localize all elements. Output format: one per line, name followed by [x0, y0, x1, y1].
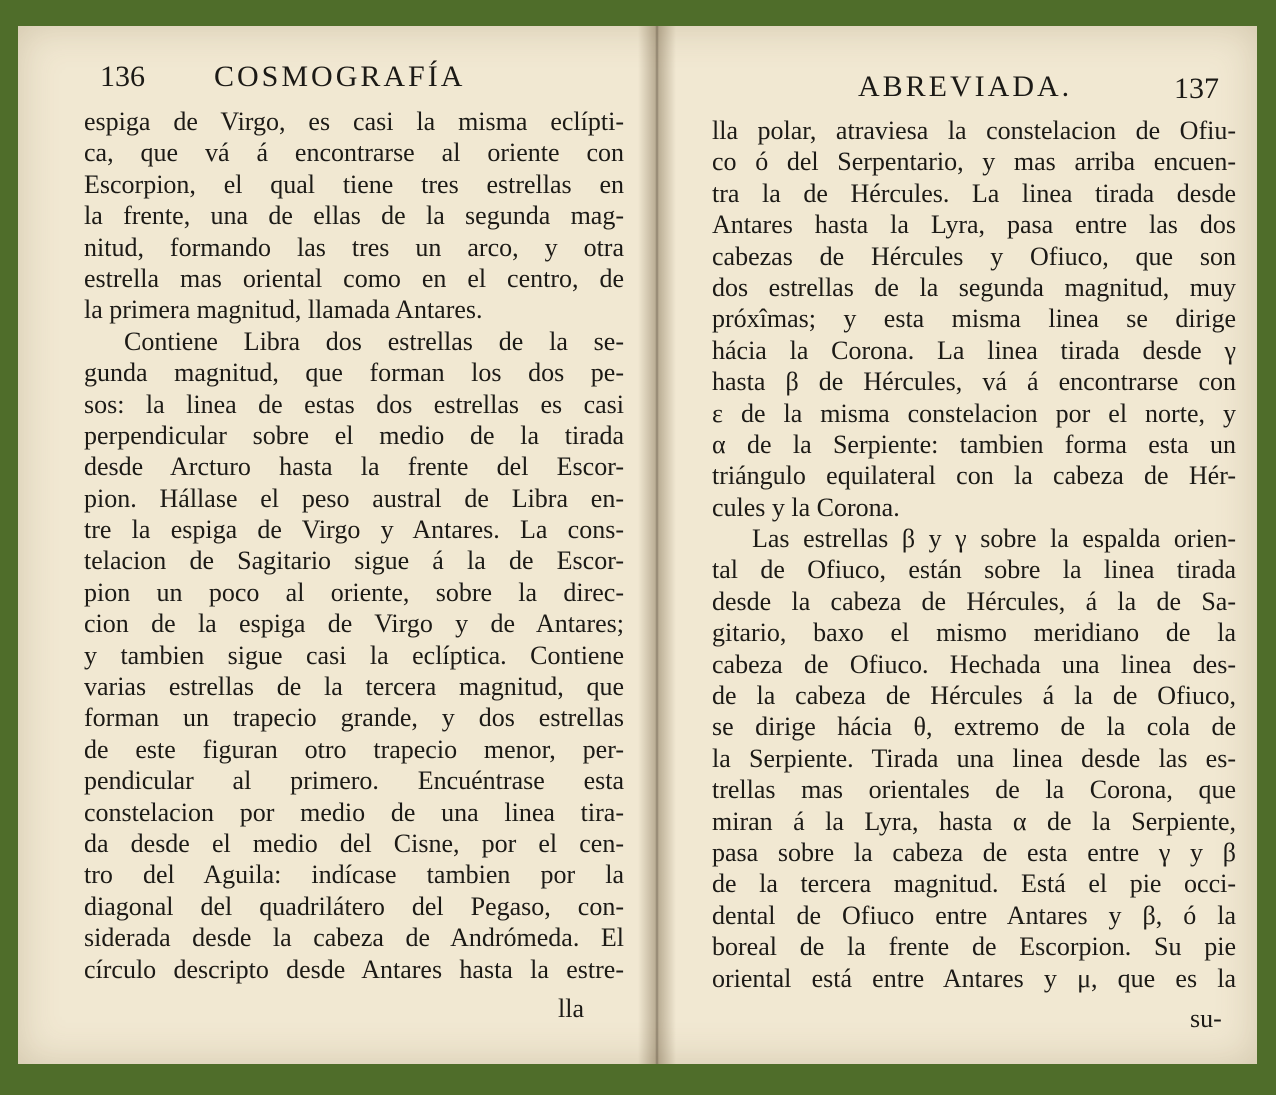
text-line: pasa sobre la cabeza de esta entre γ y β — [712, 837, 1236, 867]
text-line: pion un poco al oriente, sobre la direc- — [84, 577, 624, 607]
text-line: cion de la espiga de Virgo y de Antares; — [84, 609, 624, 639]
text-line: forman un trapecio grande, y dos estrellas — [84, 703, 624, 733]
text-line: triángulo equilateral con la cabeza de Hér- — [712, 461, 1236, 491]
text-line: se dirige hácia θ, extremo de la cola de — [712, 712, 1236, 742]
text-line: ε de la misma constelacion por el norte, y — [712, 398, 1236, 428]
text-line: hácia la Corona. La linea tirada desde γ — [712, 335, 1236, 365]
text-line: dental de Ofiuco entre Antares y β, ó la — [712, 900, 1236, 930]
text-line: cules y la Corona. — [712, 492, 900, 522]
text-line: nitud, formando las tres un arco, y otra — [84, 232, 624, 262]
text-line: de este figuran otro trapecio menor, per- — [84, 734, 624, 764]
text-line: da desde el medio del Cisne, por el cen- — [84, 828, 624, 858]
text-line: y tambien sigue casi la eclíptica. Contiene — [84, 640, 624, 670]
text-line: oriental está entre Antares y μ, que es la — [712, 963, 1236, 993]
text-line: pion. Hállase el peso austral de Libra en- — [84, 483, 624, 513]
text-line: trellas mas orientales de la Corona, que — [712, 775, 1236, 805]
catchword-left: lla — [558, 994, 584, 1023]
text-line: pendicular al primero. Encuéntrase esta — [84, 766, 624, 796]
text-line: cabezas de Hércules y Ofiuco, que son — [712, 241, 1236, 271]
text-line: de la tercera magnitud. Está el pie occi- — [712, 869, 1236, 899]
right-page-text — [712, 115, 1236, 994]
text-line: boreal de la frente de Escorpion. Su pie — [712, 932, 1236, 962]
text-line: tro del Aguila: indícase tambien por la — [84, 860, 624, 890]
text-line: gunda magnitud, que forman los dos pe- — [84, 358, 624, 388]
text-line: próxîmas; y esta misma linea se dirige — [712, 304, 1236, 334]
text-line: Contiene Libra dos estrellas de la se- — [124, 326, 624, 356]
right-page — [668, 26, 1257, 1064]
text-line: perpendicular sobre el medio de la tirada — [84, 420, 624, 450]
text-line: gitario, baxo el mismo meridiano de la — [712, 618, 1236, 648]
text-line: hasta β de Hércules, vá á encontrarse con — [712, 367, 1236, 397]
text-line: la primera magnitud, llamada Antares. — [84, 295, 483, 325]
text-line: α de la Serpiente: tambien forma esta un — [712, 429, 1236, 459]
text-line: tre la espiga de Virgo y Antares. La cons- — [84, 515, 624, 545]
text-line: de la cabeza de Hércules á la de Ofiuco, — [712, 681, 1236, 711]
text-line: desde la cabeza de Hércules, á la de Sa- — [712, 586, 1236, 616]
text-line: estrella mas oriental como en el centro, de — [84, 263, 624, 293]
text-line: desde Arcturo hasta la frente del Escor- — [84, 452, 624, 482]
page-number-left: 136 — [100, 60, 145, 93]
text-line: tal de Ofiuco, están sobre la linea tirada — [712, 555, 1236, 585]
running-head-right: ABREVIADA. — [858, 70, 1073, 103]
text-line: Escorpion, el qual tiene tres estrellas en — [84, 169, 624, 199]
text-line: cabeza de Ofiuco. Hechada una linea des- — [712, 649, 1236, 679]
text-line: telacion de Sagitario sigue á la de Escor- — [84, 546, 624, 576]
text-line: ca, que vá á encontrarse al oriente con — [84, 138, 624, 168]
text-line: miran á la Lyra, hasta α de la Serpiente, — [712, 806, 1236, 836]
text-line: diagonal del quadrilátero del Pegaso, con- — [84, 891, 624, 921]
text-line: espiga de Virgo, es casi la misma eclípti- — [84, 107, 624, 136]
text-line: dos estrellas de la segunda magnitud, muy — [712, 272, 1236, 302]
text-line: la frente, una de ellas de la segunda mag- — [84, 201, 624, 231]
text-line: lla polar, atraviesa la constelacion de Ofiu- — [712, 116, 1236, 145]
book-spread — [18, 26, 1257, 1064]
running-head-left: COSMOGRAFÍA — [214, 60, 466, 93]
text-line: círculo descripto desde Antares hasta la estre- — [84, 954, 624, 984]
text-line: siderada desde la cabeza de Andrómeda. El — [84, 923, 624, 953]
text-line: co ó del Serpentario, y mas arriba encuen- — [712, 147, 1236, 177]
text-line: Las estrellas β y γ sobre la espalda orien- — [752, 524, 1236, 554]
left-page-text — [84, 106, 624, 985]
text-line: constelacion por medio de una linea tira- — [84, 797, 624, 827]
text-line: Antares hasta la Lyra, pasa entre las dos — [712, 210, 1236, 240]
left-page — [18, 26, 648, 1064]
catchword-right: su- — [1190, 1004, 1222, 1033]
text-line: sos: la linea de estas dos estrellas es casi — [84, 389, 624, 419]
text-line: la Serpiente. Tirada una linea desde las es- — [712, 743, 1236, 773]
page-number-right: 137 — [1174, 72, 1219, 105]
text-line: varias estrellas de la tercera magnitud, que — [84, 672, 624, 702]
text-line: tra la de Hércules. La linea tirada desde — [712, 178, 1236, 208]
